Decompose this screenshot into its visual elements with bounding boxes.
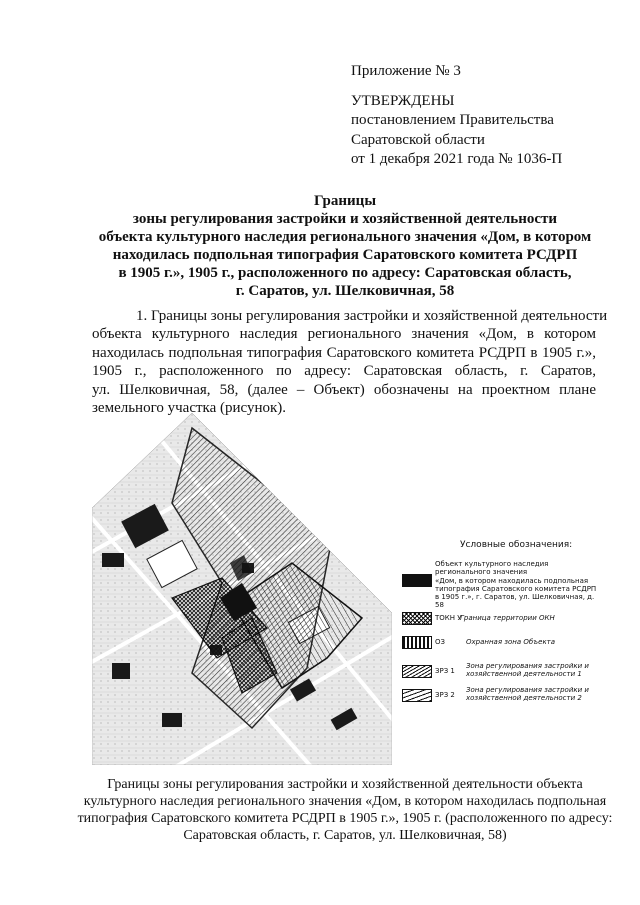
- approval-line-2: Саратовской области: [351, 131, 485, 148]
- title-line: Границы: [313, 193, 377, 209]
- legend-zrz2-line: Зона регулирования застройки и: [466, 686, 589, 694]
- legend-swatch-zrz1: [402, 665, 432, 678]
- legend-title: Условные обозначения:: [460, 540, 573, 550]
- legend-tokn-code: ТОКН У: [435, 614, 462, 622]
- appendix-label: Приложение № 3: [351, 63, 461, 79]
- legend-swatch-tokn: [402, 612, 432, 625]
- paragraph-line: объекта культурного наследия регионального значения «Дом, в котором: [92, 326, 596, 343]
- figure-caption: [70, 776, 620, 844]
- title-line: г. Саратов, ул. Шелковичная, 58: [235, 283, 455, 299]
- legend-swatch-object: [402, 574, 432, 587]
- title-line: объекта культурного наследия регионального значения «Дом, в котором: [98, 229, 592, 245]
- legend-zrz1-text: [466, 662, 589, 679]
- approval-line-3: от 1 декабря 2021 года № 1036-П: [351, 151, 563, 167]
- legend-object-line: регионального значения: [435, 568, 528, 577]
- site-plan-map: [92, 413, 392, 765]
- legend-oz-text: Охранная зона Объекта: [466, 638, 556, 646]
- legend-object-line: типография Саратовского комитета РСДРП: [435, 584, 597, 593]
- legend-swatch-oz: [402, 636, 432, 649]
- title-line: зоны регулирования застройки и хозяйственной деятельности: [132, 211, 558, 227]
- map-legend: [402, 530, 602, 730]
- body-paragraph: [92, 307, 608, 417]
- legend-zrz1-line: хозяйственной деятельности 1: [466, 670, 582, 679]
- caption-line: типография Саратовского комитета РСДРП в 1905 г.», 1905 г. (расположенного по адресу:: [77, 811, 613, 826]
- title-line: в 1905 г.», 1905 г., расположенного по адресу: Саратовская область,: [118, 265, 572, 281]
- paragraph-line: находилась подпольная типография Саратовского комитета РСДРП в 1905 г.»,: [92, 344, 596, 361]
- legend-tokn-text: Граница территории ОКН: [460, 614, 555, 622]
- paragraph-line: ул. Шелковичная, 58, (далее – Объект) обозначены на проектном плане: [92, 381, 596, 398]
- legend-object-line: Объект культурного наследия: [435, 560, 549, 568]
- approved-label: УТВЕРЖДЕНЫ: [351, 92, 455, 109]
- document-title: [70, 192, 620, 300]
- legend-zrz2-line: хозяйственной деятельности 2: [466, 694, 582, 703]
- legend-object-line: в 1905 г.», г. Саратов, ул. Шелковичная, д. 58: [435, 593, 595, 610]
- title-line: находилась подпольная типография Саратовского комитета РСДРП: [112, 247, 578, 263]
- approval-block: [351, 62, 562, 170]
- legend-zrz1-line: Зона регулирования застройки и: [466, 662, 589, 670]
- legend-oz-code: ОЗ: [435, 638, 445, 646]
- caption-line: культурного наследия регионального значения «Дом, в котором находилась подпольная: [83, 794, 607, 809]
- legend-swatch-zrz2: [402, 689, 432, 702]
- caption-line: Границы зоны регулирования застройки и хозяйственной деятельности объекта: [107, 777, 583, 792]
- legend-object-label: [435, 560, 602, 610]
- paragraph-line: земельного участка (рисунок).: [92, 400, 287, 417]
- paragraph-line: 1. Границы зоны регулирования застройки и хозяйственной деятельности: [136, 308, 608, 324]
- legend-object-line: «Дом, в котором находилась подпольная: [435, 576, 589, 585]
- legend-zrz2-code: ЗРЗ 2: [435, 691, 455, 699]
- caption-line: Саратовская область, г. Саратов, ул. Шелковичная, 58): [183, 828, 507, 843]
- legend-zrz2-text: [466, 686, 589, 703]
- paragraph-line: 1905 г., расположенного по адресу: Саратовская область, г. Саратов,: [92, 363, 596, 380]
- approval-line-1: постановлением Правительства: [351, 112, 554, 128]
- legend-zrz1-code: ЗРЗ 1: [435, 667, 455, 675]
